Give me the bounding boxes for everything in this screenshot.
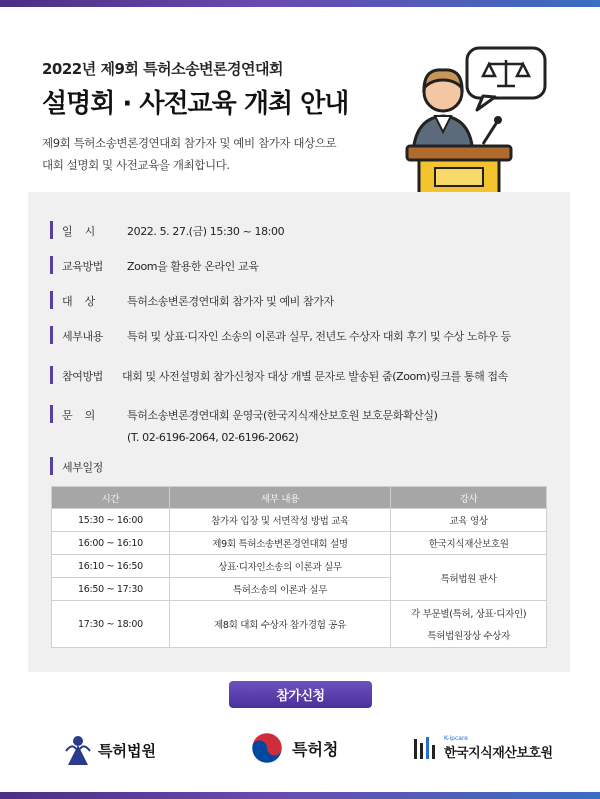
info-value: 특허소송변론경연대회 참가자 및 예비 참가자	[127, 295, 334, 308]
content-cell: 제8회 대회 수상자 참가경험 공유	[169, 601, 391, 648]
contact-phone: (T. 02-6196-2064, 02-6196-2062)	[127, 431, 299, 444]
page-title: 설명회 · 사전교육 개최 안내	[42, 89, 349, 119]
event-subtitle: 2022년 제9회 특허소송변론경연대회	[42, 60, 284, 78]
row-marker	[50, 405, 53, 423]
header	[42, 58, 348, 120]
info-value: 대회 및 사전설명회 참가신청자 대상 개별 문자로 발송된 줌(Zoom)링크를 통해 접속	[122, 370, 508, 383]
row-marker	[50, 366, 53, 384]
patent-court-logo	[62, 733, 156, 767]
content-cell: 상표·디자인소송의 이론과 실무	[169, 555, 391, 578]
patent-court-emblem-icon	[62, 733, 94, 767]
content-cell: 특허소송의 이론과 실무	[169, 578, 391, 601]
instructor-cell: 교육 영상	[391, 509, 547, 532]
content-cell: 참가자 입장 및 서면작성 방법 교육	[169, 509, 391, 532]
info-label: 문 의	[62, 409, 95, 422]
intro-line: 제9회 특허소송변론경연대회 참가자 및 예비 참가자 대상으로	[42, 136, 337, 150]
instructor-line: 특허법원장상 수상자	[427, 631, 510, 642]
schedule-table	[51, 486, 547, 648]
row-marker	[50, 256, 53, 274]
info-value	[127, 407, 438, 444]
instructor-line: 각 부문별(특허, 상표·디자인)	[410, 609, 527, 620]
table-row	[52, 555, 547, 578]
footer-logos	[0, 725, 600, 775]
row-marker	[50, 291, 53, 309]
patent-court-name: 특허법원	[98, 741, 156, 760]
info-row-method	[50, 258, 258, 274]
row-marker	[50, 326, 53, 344]
row-marker	[50, 221, 53, 239]
info-label: 대 상	[62, 295, 95, 308]
speaker-podium-illustration	[405, 44, 565, 194]
time-cell: 16:00 ~ 16:10	[52, 532, 170, 555]
column-header-time: 시간	[52, 487, 170, 509]
column-header-content: 세부 내용	[169, 487, 391, 509]
contact-office: 특허소송변론경연대회 운영국(한국지식재산보호원 보호문화확산실)	[127, 409, 438, 422]
row-marker	[50, 457, 53, 475]
info-label: 세부내용	[62, 330, 103, 343]
table-row	[52, 509, 547, 532]
top-accent-bar	[0, 0, 600, 7]
kipo-name: 특허청	[292, 739, 339, 759]
info-row-details	[50, 328, 511, 344]
table-row	[52, 601, 547, 648]
intro-text	[42, 132, 336, 176]
kipa-logo	[412, 735, 553, 761]
info-row-contact	[50, 407, 438, 444]
info-row-schedule	[50, 459, 127, 475]
info-row-datetime	[50, 223, 284, 239]
apply-button[interactable]: 참가신청	[229, 681, 372, 708]
table-header-row	[52, 487, 547, 509]
time-cell: 16:50 ~ 17:30	[52, 578, 170, 601]
kipa-bars-icon	[412, 735, 438, 761]
content-cell: 제9회 특허소송변론경연대회 설명	[169, 532, 391, 555]
kipo-logo	[250, 731, 338, 765]
kipa-brand: K-ipcare	[444, 735, 468, 742]
instructor-cell: 특허법원 판사	[391, 555, 547, 601]
info-value: 2022. 5. 27.(금) 15:30 ~ 18:00	[127, 225, 285, 238]
instructor-cell	[391, 601, 547, 648]
table-row	[52, 532, 547, 555]
time-cell: 17:30 ~ 18:00	[52, 601, 170, 648]
info-row-target	[50, 293, 334, 309]
taegeuk-emblem-icon	[250, 731, 284, 765]
info-label: 일 시	[62, 225, 95, 238]
column-header-instructor: 강사	[391, 487, 547, 509]
info-row-participation	[50, 368, 508, 384]
info-label: 세부일정	[62, 461, 103, 474]
info-value: 특허 및 상표·디자인 소송의 이론과 실무, 전년도 수상자 대회 후기 및 수상 노하우 등	[127, 330, 511, 343]
info-value: Zoom을 활용한 온라인 교육	[127, 260, 259, 273]
info-label: 참여방법	[62, 370, 103, 383]
bottom-accent-bar	[0, 792, 600, 799]
intro-line: 대회 설명회 및 사전교육을 개최합니다.	[42, 158, 230, 172]
time-cell: 16:10 ~ 16:50	[52, 555, 170, 578]
time-cell: 15:30 ~ 16:00	[52, 509, 170, 532]
instructor-cell: 한국지식재산보호원	[391, 532, 547, 555]
info-label: 교육방법	[62, 260, 103, 273]
kipa-name: 한국지식재산보호원	[444, 746, 553, 761]
